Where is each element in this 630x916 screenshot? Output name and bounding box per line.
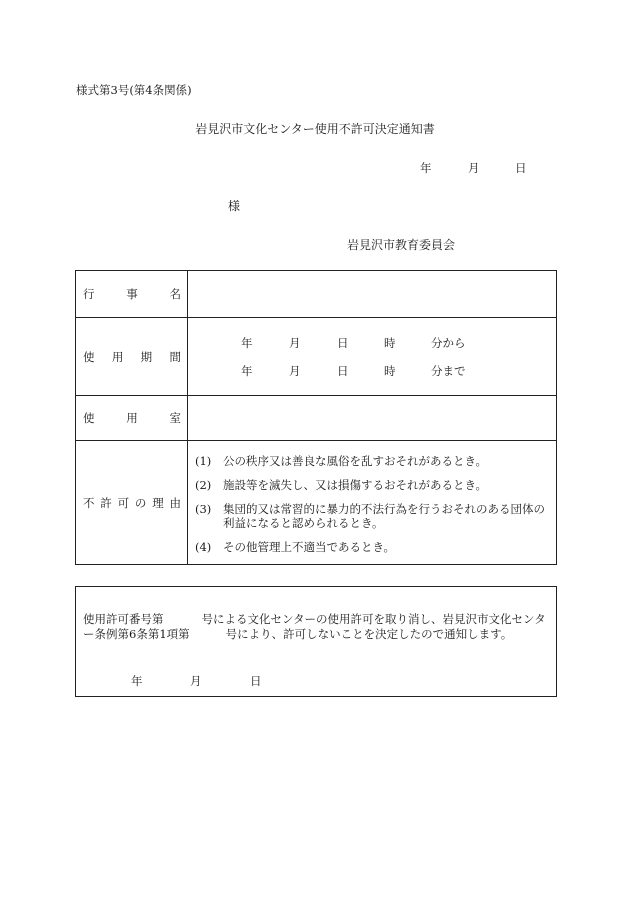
notice-date-day: 日 [250,674,262,688]
period-field[interactable] [188,318,557,396]
to-day: 日 [337,364,349,378]
room-field[interactable] [188,396,557,441]
reason-item: (1) 公の秩序又は善良な風俗を乱すおそれがあるとき。 [195,453,488,468]
header-date-year: 年 [420,161,432,175]
notice-line1-a: 使用許可番号第 [83,612,164,626]
notice-date-year: 年 [131,674,143,688]
reason-item: (3) 集団的又は常習的に暴力的不法行為を行うおそれのある団体の利益になると認められるとき。 [195,501,545,530]
from-minute: 分から [431,336,466,350]
event-name-field[interactable] [188,271,557,318]
form-number: 様式第3号(第4条関係) [76,83,192,97]
room-label: 使 用 室 [76,396,188,441]
addressee-suffix: 様 [228,199,241,213]
notice-box [75,586,557,697]
period-label: 使 用 期 間 [76,318,188,396]
to-hour: 時 [384,364,396,378]
document-title: 岩見沢市文化センター使用不許可決定通知書 [195,122,435,136]
event-name-label: 行 事 名 [76,271,188,318]
header-date-month: 月 [468,161,480,175]
reason-item: (2) 施設等を滅失し、又は損傷するおそれがあるとき。 [195,477,488,492]
notice-line2-a: ー条例第6条第1項第 [83,627,190,641]
decision-table [75,270,557,565]
from-day: 日 [337,336,349,350]
issuer: 岩見沢市教育委員会 [347,238,456,252]
notice-date-month: 月 [190,674,202,688]
reason-item: (4) その他管理上不適当であるとき。 [195,539,396,554]
notice-line2-b: 号により、許可しないことを決定したので通知します。 [225,627,513,641]
notice-text [83,612,553,642]
notice-line1-b: 号による文化センターの使用許可を取り消し、岩見沢市文化センタ [201,612,546,626]
reason-list [188,441,557,565]
from-hour: 時 [384,336,396,350]
to-minute: 分まで [431,364,466,378]
header-date-day: 日 [515,161,527,175]
from-year: 年 [241,336,253,350]
from-month: 月 [289,336,301,350]
reason-label: 不 許 可 の 理 由 [76,441,188,565]
to-month: 月 [289,364,301,378]
to-year: 年 [241,364,253,378]
